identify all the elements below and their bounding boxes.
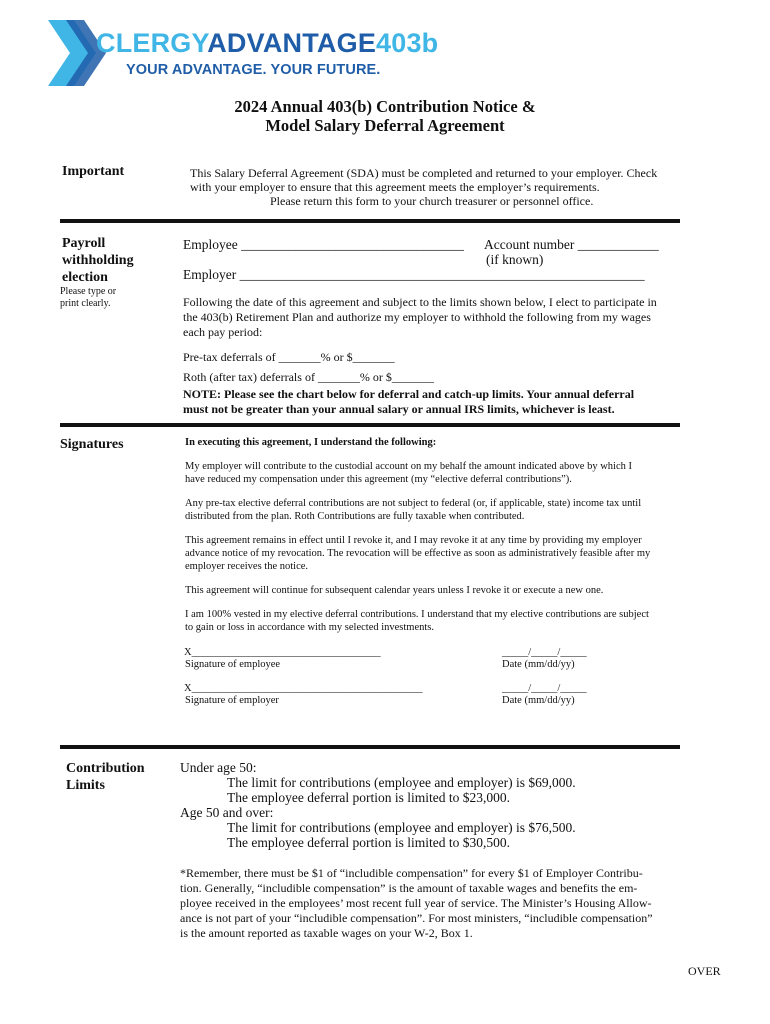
deferral-note-line-1: NOTE: Please see the chart below for deferral and catch-up limits. Your annual deferral	[183, 387, 635, 401]
limits-over-50-total: The limit for contributions (employee and employer) is $76,500.	[227, 820, 576, 835]
important-text-line-3: Please return this form to your church treasurer or personnel office.	[270, 194, 594, 208]
employer-name-field[interactable]: Employer ____________________________________________________________	[183, 267, 645, 282]
limits-heading	[66, 760, 145, 794]
employer-date-field[interactable]: _____/_____/_____	[502, 683, 587, 694]
limits-under-50-heading: Under age 50:	[180, 760, 257, 775]
election-paragraph-line-3: each pay period:	[183, 325, 263, 339]
limits-under-50-total: The limit for contributions (employee and employer) is $69,000.	[227, 775, 576, 790]
signatures-p5-line-1: I am 100% vested in my elective deferral contributions. I understand that my elective contributions are subject	[185, 609, 649, 620]
section-divider-2	[60, 423, 680, 427]
employee-name-field[interactable]: Employee _________________________________	[183, 237, 464, 252]
employee-signature-field[interactable]: X____________________________________	[184, 647, 381, 658]
section-divider-3	[60, 745, 680, 749]
logo-word-clergy: CLERGY	[96, 28, 208, 58]
payroll-heading	[62, 235, 134, 286]
remember-line-3: ployee received in the employees’ most recent full year of service. The Minister’s Housing Allow-	[180, 896, 652, 910]
pretax-deferral-field[interactable]: Pre-tax deferrals of _______% or $_______	[183, 350, 395, 364]
signatures-p4: This agreement will continue for subsequent calendar years unless I revoke it or execute a new one.	[185, 585, 604, 596]
signatures-p3-line-3: employer receives the notice.	[185, 561, 309, 572]
election-paragraph-line-2: the 403(b) Retirement Plan and authorize my employer to withhold the following from my wages	[183, 310, 651, 324]
remember-line-4: ance is not part of your “includible compensation”. For most ministers, “includible compensation”	[180, 911, 653, 925]
title-line-2: Model Salary Deferral Agreement	[265, 116, 505, 135]
limits-under-50-deferral: The employee deferral portion is limited to $23,000.	[227, 790, 511, 805]
signatures-intro: In executing this agreement, I understand the following:	[185, 437, 437, 448]
payroll-heading-line-3: election	[62, 270, 108, 285]
account-number-field[interactable]: Account number ____________	[484, 237, 659, 252]
section-divider-1	[60, 219, 680, 223]
logo-tagline: YOUR ADVANTAGE. YOUR FUTURE.	[126, 62, 381, 78]
employer-signature-field[interactable]: X____________________________________________	[184, 683, 423, 694]
limits-over-50-heading: Age 50 and over:	[180, 805, 274, 820]
deferral-note-line-2: must not be greater than your annual salary or annual IRS limits, whichever is least.	[183, 402, 615, 416]
payroll-note-line-2: print clearly.	[60, 298, 111, 309]
limits-heading-line-1: Contribution	[66, 761, 145, 776]
title-line-1: 2024 Annual 403(b) Contribution Notice &	[234, 97, 536, 116]
employee-date-field[interactable]: _____/_____/_____	[502, 647, 587, 658]
roth-deferral-field[interactable]: Roth (after tax) deferrals of _______% or $_______	[183, 370, 434, 384]
signatures-p1-line-1: My employer will contribute to the custodial account on my behalf the amount indicated above by which I	[185, 461, 633, 472]
payroll-note-line-1: Please type or	[60, 286, 117, 297]
signatures-p3-line-1: This agreement remains in effect until I revoke it, and I may revoke it at any time by providing my employer	[185, 535, 642, 546]
signatures-heading: Signatures	[60, 437, 124, 452]
remember-line-2: tion. Generally, “includible compensation” is the amount of taxable wages and benefits the em-	[180, 881, 638, 895]
employee-signature-label: Signature of employee	[185, 659, 281, 670]
limits-over-50-deferral: The employee deferral portion is limited to $30,500.	[227, 835, 511, 850]
logo-word-advantage: ADVANTAGE	[207, 28, 377, 58]
signatures-p5-line-2: to gain or loss in accordance with my selected investments.	[185, 622, 435, 633]
signatures-p2-line-1: Any pre-tax elective deferral contributions are not subject to federal (or, if applicable, state) income tax until	[185, 498, 642, 509]
limits-heading-line-2: Limits	[66, 778, 105, 793]
important-text-line-1: This Salary Deferral Agreement (SDA) must be completed and returned to your employer. Check	[190, 166, 658, 180]
payroll-heading-line-1: Payroll	[62, 236, 106, 251]
logo-word-403b: 403b	[376, 28, 439, 58]
signatures-p3-line-2: advance notice of my revocation. The revocation will be effective as soon as administratively feasible after my	[185, 548, 651, 559]
important-text-line-2: with your employer to ensure that this agreement meets the employer’s requirements.	[190, 180, 600, 194]
election-paragraph-line-1: Following the date of this agreement and subject to the limits shown below, I elect to participate in	[183, 295, 657, 309]
document-title	[0, 97, 770, 135]
employee-date-label: Date (mm/dd/yy)	[502, 659, 575, 670]
over-page-indicator: OVER	[688, 964, 721, 978]
employer-signature-label: Signature of employer	[185, 695, 279, 706]
remember-line-1: *Remember, there must be $1 of “includible compensation” for every $1 of Employer Contribu-	[180, 866, 643, 880]
payroll-print-note	[60, 286, 116, 310]
important-heading: Important	[62, 164, 125, 179]
remember-line-5: is the amount reported as taxable wages on your W-2, Box 1.	[180, 926, 473, 940]
signatures-p2-line-2: distributed from the plan. Roth Contributions are fully taxable when contributed.	[185, 511, 525, 522]
account-known-note: (if known)	[486, 252, 544, 267]
signatures-p1-line-2: have reduced my compensation under this agreement (my “elective deferral contributions”).	[185, 474, 572, 485]
payroll-heading-line-2: withholding	[62, 253, 134, 268]
employer-date-label: Date (mm/dd/yy)	[502, 695, 575, 706]
logo-wordmark	[96, 30, 438, 57]
